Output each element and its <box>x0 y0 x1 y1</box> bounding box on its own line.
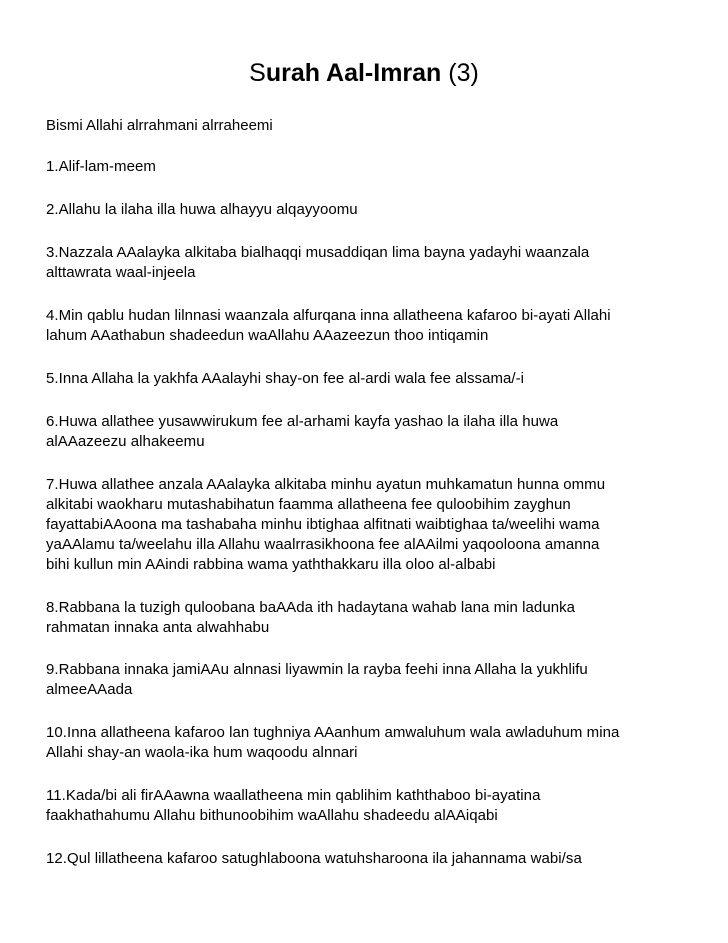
verse-line: 2.Allahu la ilaha illa huwa alhayyu alqayyoomu <box>46 201 358 218</box>
verse-10 <box>46 723 696 763</box>
verse-6 <box>46 412 696 452</box>
verse-3 <box>46 243 696 283</box>
verse-line: 4.Min qablu hudan lilnnasi waanzala alfurqana inna allatheena kafaroo bi-ayati Allahi <box>46 307 611 324</box>
verse-2 <box>46 200 696 220</box>
verse-9 <box>46 660 696 700</box>
verse-line: 5.Inna Allaha la yakhfa AAalayhi shay-on fee al-ardi wala fee alssama/-i <box>46 370 525 387</box>
verse-line: 10.Inna allatheena kafaroo lan tughniya AAanhum amwaluhum wala awladuhum mina <box>46 724 620 741</box>
verse-line: rahmatan innaka anta alwahhabu <box>46 619 270 636</box>
verse-12 <box>46 849 696 869</box>
verse-line: 11.Kada/bi ali firAAawna waallatheena min qablihim kaththaboo bi-ayatina <box>46 787 541 804</box>
title-first-letter: S <box>249 59 266 87</box>
verse-line: Allahi shay-an waola-ika hum waqoodu alnnari <box>46 744 358 761</box>
verse-line: 7.Huwa allathee anzala AAalayka alkitaba minhu ayatun muhkamatun hunna ommu <box>46 476 606 493</box>
verse-line: yaAAlamu ta/weelahu illa Allahu waalrrasikhoona fee alAAilmi yaqooloona amanna <box>46 536 600 553</box>
verse-4 <box>46 306 696 346</box>
verse-line: fayattabiAAoona ma tashabaha minhu ibtighaa alfitnati waibtighaa ta/weelihi wama <box>46 516 600 533</box>
document-title <box>0 56 728 90</box>
verse-1 <box>46 157 696 177</box>
basmala-line: Bismi Allahi alrrahmani alrraheemi <box>46 117 273 134</box>
verse-line: 8.Rabbana la tuzigh quloobana baAAda ith hadaytana wahab lana min ladunka <box>46 599 576 616</box>
title-number: (3) <box>448 59 479 87</box>
verse-line: 9.Rabbana innaka jamiAAu alnnasi liyawmin la rayba feehi inna Allaha la yukhlifu <box>46 661 588 678</box>
verse-line: 12.Qul lillatheena kafaroo satughlaboona watuhsharoona ila jahannama wabi/sa <box>46 850 582 867</box>
verse-line: 1.Alif-lam-meem <box>46 158 156 175</box>
verse-line: 6.Huwa allathee yusawwirukum fee al-arhami kayfa yashao la ilaha illa huwa <box>46 413 559 430</box>
verse-8 <box>46 598 696 638</box>
verse-line: alkitabi waokharu mutashabihatun faamma allatheena fee quloobihim zayghun <box>46 496 571 513</box>
verse-7 <box>46 475 696 575</box>
verse-line: lahum AAathabun shadeedun waAllahu AAazeezun thoo intiqamin <box>46 327 489 344</box>
verse-line: alttawrata waal-injeela <box>46 264 196 281</box>
verse-11 <box>46 786 696 826</box>
verse-line: almeeAAada <box>46 681 133 698</box>
verse-line: faakhathahumu Allahu bithunoobihim waAllahu shadeedu alAAiqabi <box>46 807 498 824</box>
verse-line: alAAazeezu alhakeemu <box>46 433 205 450</box>
title-main: urah Aal-Imran <box>265 59 442 87</box>
verse-5 <box>46 369 696 389</box>
verse-line: 3.Nazzala AAalayka alkitaba bialhaqqi musaddiqan lima bayna yadayhi waanzala <box>46 244 590 261</box>
verse-line: bihi kullun min AAindi rabbina wama yaththakkaru illa oloo al-albabi <box>46 556 496 573</box>
